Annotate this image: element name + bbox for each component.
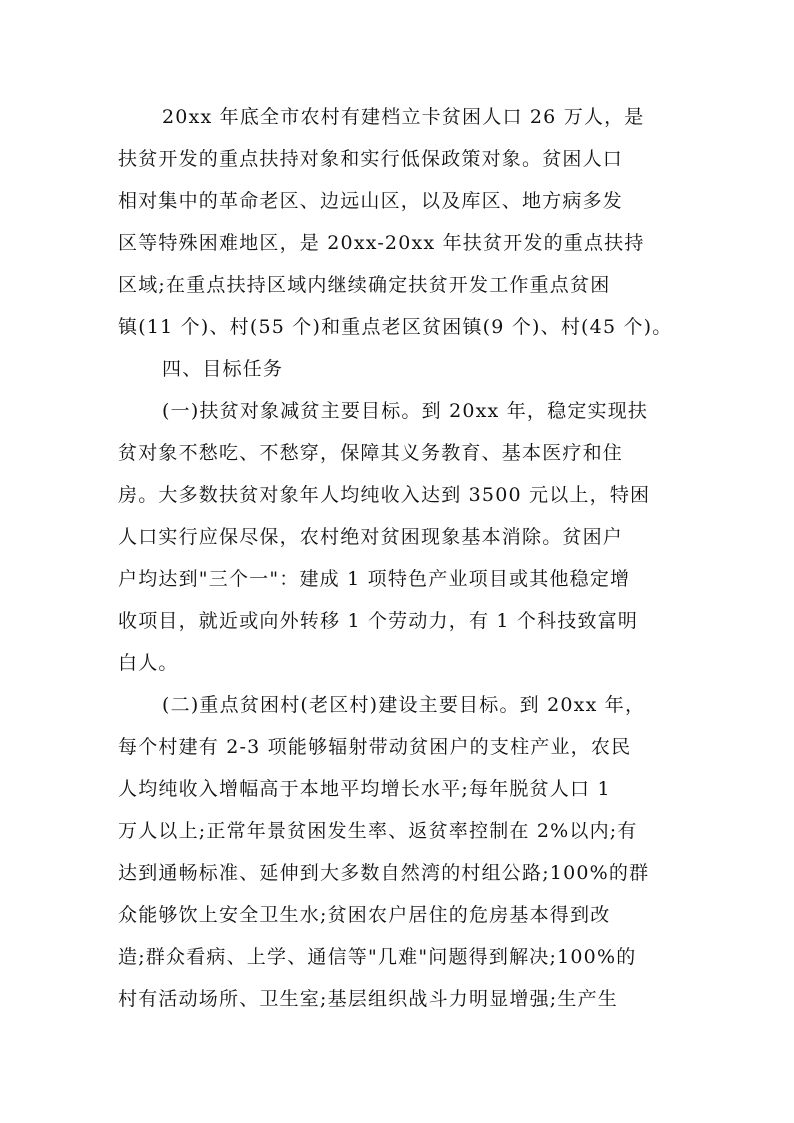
text-line: 达到通畅标准、延伸到大多数自然湾的村组公路;100%的群 [118,862,650,884]
text-line: 村有活动场所、卫生室;基层组织战斗力明显增强;生产生 [118,988,619,1010]
paragraph-poverty-population [118,96,678,348]
text-line: 众能够饮上安全卫生水;贫困农户居住的危房基本得到改 [118,904,611,926]
text-line: (二)重点贫困村(老区村)建设主要目标。到 20xx 年， [162,694,646,716]
text-line: 人口实行应保尽保，农村绝对贫困现象基本消除。贫困户 [118,526,624,548]
text-line: 镇(11 个)、村(55 个)和重点老区贫困镇(9 个)、村(45 个)。 [118,316,673,338]
text-line: 扶贫开发的重点扶持对象和实行低保政策对象。贫困人口 [118,148,624,170]
text-line: 区域;在重点扶持区域内继续确定扶贫开发工作重点贫困 [118,274,611,296]
text-line: 20xx 年底全市农村有建档立卡贫困人口 26 万人，是 [162,106,645,128]
text-line: 相对集中的革命老区、边远山区，以及库区、地方病多发 [118,190,624,212]
text-line: 每个村建有 2-3 项能够辐射带动贫困户的支柱产业，农民 [118,736,632,758]
paragraph-key-village-goals [118,684,678,1020]
text-line: 房。大多数扶贫对象年人均纯收入达到 3500 元以上，特困 [118,484,651,506]
text-line: 白人。 [118,652,179,674]
text-line: 造;群众看病、上学、通信等"几难"问题得到解决;100%的 [118,946,637,968]
text-line: 户均达到"三个一"：建成 1 项特色产业项目或其他稳定增 [118,568,631,590]
text-line: 收项目，就近或向外转移 1 个劳动力，有 1 个科技致富明 [118,610,639,632]
text-line: (一)扶贫对象减贫主要目标。到 20xx 年，稳定实现扶 [162,400,649,422]
section-heading: 四、目标任务 [162,358,284,380]
document-body [118,96,678,1020]
text-line: 贫对象不愁吃、不愁穿，保障其义务教育、基本医疗和住 [118,442,624,464]
paragraph-poverty-reduction-goals [118,390,678,684]
text-line: 人均纯收入增幅高于本地平均增长水平;每年脱贫人口 1 [118,778,611,800]
text-line: 区等特殊困难地区，是 20xx-20xx 年扶贫开发的重点扶持 [118,232,645,254]
text-line: 万人以上;正常年景贫困发生率、返贫率控制在 2%以内;有 [118,820,638,842]
